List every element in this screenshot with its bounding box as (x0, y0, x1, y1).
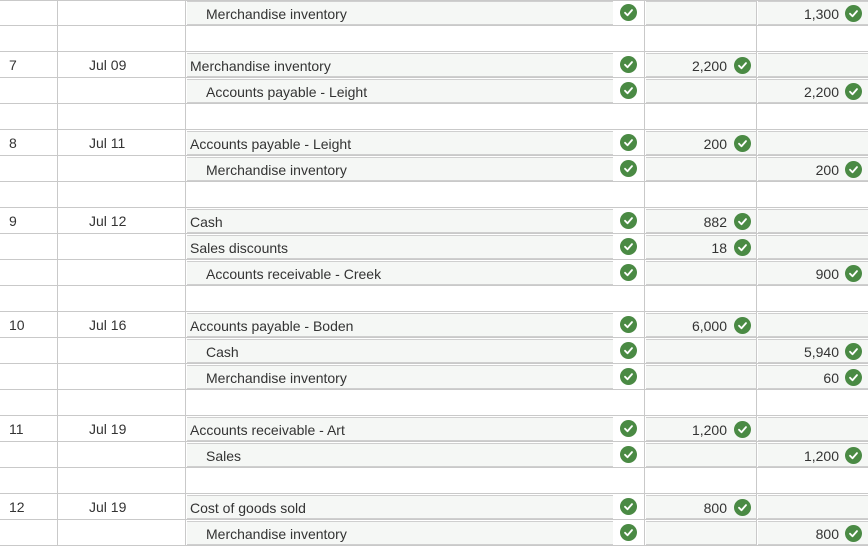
account-field[interactable] (187, 1, 613, 25)
credit-field[interactable] (758, 313, 868, 337)
debit-amount: 882 (703, 214, 727, 230)
cred-cell (757, 312, 868, 338)
account-name: Merchandise inventory (206, 6, 347, 22)
correct-check-icon (734, 57, 751, 74)
correct-check-icon (845, 369, 862, 386)
date-cell (58, 390, 186, 416)
date-cell (58, 338, 186, 364)
account-name: Accounts payable - Leight (190, 136, 352, 152)
acct-cell (186, 338, 645, 364)
account-name: Cash (190, 214, 223, 230)
journal-row (0, 416, 868, 442)
correct-check-icon (734, 239, 751, 256)
blank-row (0, 390, 868, 416)
correct-check-icon (845, 5, 862, 22)
acct-cell (186, 286, 645, 312)
blank-row (0, 26, 868, 52)
credit-field[interactable] (758, 339, 868, 363)
cred-cell (757, 338, 868, 364)
credit-field[interactable] (758, 417, 868, 441)
num-cell (0, 0, 58, 26)
credit-field[interactable] (758, 261, 868, 285)
date-cell (58, 286, 186, 312)
blank-row (0, 286, 868, 312)
cred-cell (757, 104, 868, 130)
deb-cell (645, 156, 757, 182)
num-cell (0, 364, 58, 390)
credit-amount: 200 (815, 162, 839, 178)
transaction-date: Jul 12 (89, 213, 127, 229)
account-field[interactable] (187, 495, 613, 519)
cred-cell (757, 260, 868, 286)
deb-cell (645, 52, 757, 78)
debit-field[interactable] (646, 443, 756, 467)
date-cell (58, 78, 186, 104)
debit-field[interactable] (646, 495, 756, 519)
transaction-number: 9 (9, 213, 17, 229)
journal-row (0, 260, 868, 286)
correct-check-icon (620, 4, 637, 21)
account-field[interactable] (187, 443, 613, 467)
deb-cell (645, 312, 757, 338)
credit-field[interactable] (758, 443, 868, 467)
date-cell (58, 416, 186, 442)
acct-cell (186, 0, 645, 26)
acct-cell (186, 312, 645, 338)
credit-field[interactable] (758, 521, 868, 545)
account-name: Accounts payable - Boden (190, 318, 354, 334)
journal-row (0, 442, 868, 468)
transaction-number: 10 (9, 317, 25, 333)
transaction-date: Jul 11 (89, 135, 126, 151)
date-cell (58, 26, 186, 52)
cred-cell (757, 390, 868, 416)
deb-cell (645, 338, 757, 364)
correct-check-icon (620, 342, 637, 359)
num-cell (0, 312, 58, 338)
account-name: Accounts receivable - Creek (206, 266, 382, 282)
date-cell (58, 182, 186, 208)
num-cell (0, 260, 58, 286)
journal-row (0, 130, 868, 156)
acct-cell (186, 130, 645, 156)
correct-check-icon (620, 420, 637, 437)
debit-field[interactable] (646, 313, 756, 337)
transaction-date: Jul 19 (89, 499, 127, 515)
debit-amount: 18 (711, 240, 727, 256)
acct-cell (186, 104, 645, 130)
num-cell (0, 156, 58, 182)
account-name: Cost of goods sold (190, 500, 306, 516)
cred-cell (757, 494, 868, 520)
debit-field[interactable] (646, 209, 756, 233)
deb-cell (645, 520, 757, 546)
correct-check-icon (845, 83, 862, 100)
credit-amount: 800 (815, 526, 839, 542)
num-cell (0, 494, 58, 520)
correct-check-icon (620, 212, 637, 229)
deb-cell (645, 468, 757, 494)
correct-check-icon (845, 265, 862, 282)
debit-field[interactable] (646, 417, 756, 441)
account-field[interactable] (187, 235, 613, 259)
correct-check-icon (734, 499, 751, 516)
acct-cell (186, 156, 645, 182)
acct-cell (186, 390, 645, 416)
account-name: Cash (206, 344, 239, 360)
transaction-date: Jul 09 (89, 57, 127, 73)
account-field[interactable] (187, 209, 613, 233)
credit-field[interactable] (758, 79, 868, 103)
date-cell (58, 52, 186, 78)
debit-amount: 6,000 (691, 318, 727, 334)
deb-cell (645, 234, 757, 260)
correct-check-icon (845, 161, 862, 178)
account-field[interactable] (187, 521, 613, 545)
num-cell (0, 468, 58, 494)
account-field[interactable] (187, 365, 613, 389)
correct-check-icon (620, 56, 637, 73)
deb-cell (645, 26, 757, 52)
account-field[interactable] (187, 131, 613, 155)
correct-check-icon (620, 238, 637, 255)
deb-cell (645, 364, 757, 390)
cred-cell (757, 130, 868, 156)
account-name: Accounts receivable - Art (190, 422, 345, 438)
debit-field[interactable] (646, 131, 756, 155)
num-cell (0, 104, 58, 130)
acct-cell (186, 416, 645, 442)
acct-cell (186, 26, 645, 52)
transaction-number: 12 (9, 499, 25, 515)
date-cell (58, 312, 186, 338)
date-cell (58, 234, 186, 260)
journal-row (0, 494, 868, 520)
journal-row (0, 364, 868, 390)
correct-check-icon (620, 524, 637, 541)
correct-check-icon (845, 525, 862, 542)
correct-check-icon (734, 213, 751, 230)
credit-field[interactable] (758, 157, 868, 181)
num-cell (0, 416, 58, 442)
account-name: Merchandise inventory (190, 58, 331, 74)
account-name: Sales discounts (190, 240, 289, 256)
cred-cell (757, 442, 868, 468)
credit-amount: 900 (815, 266, 839, 282)
correct-check-icon (620, 498, 637, 515)
date-cell (58, 468, 186, 494)
date-cell (58, 364, 186, 390)
date-cell (58, 156, 186, 182)
date-cell (58, 130, 186, 156)
journal-row (0, 208, 868, 234)
account-field[interactable] (187, 53, 613, 77)
cred-cell (757, 364, 868, 390)
blank-row (0, 468, 868, 494)
deb-cell (645, 286, 757, 312)
correct-check-icon (620, 160, 637, 177)
date-cell (58, 494, 186, 520)
cred-cell (757, 208, 868, 234)
account-name: Merchandise inventory (206, 162, 347, 178)
num-cell (0, 338, 58, 364)
debit-field[interactable] (646, 235, 756, 259)
num-cell (0, 390, 58, 416)
credit-field[interactable] (758, 53, 868, 77)
debit-field[interactable] (646, 261, 756, 285)
journal-row (0, 520, 868, 546)
cred-cell (757, 52, 868, 78)
debit-field[interactable] (646, 53, 756, 77)
credit-amount: 60 (823, 370, 839, 386)
correct-check-icon (620, 368, 637, 385)
debit-field[interactable] (646, 365, 756, 389)
credit-amount: 1,300 (803, 6, 839, 22)
num-cell (0, 78, 58, 104)
debit-amount: 800 (703, 500, 727, 516)
account-field[interactable] (187, 417, 613, 441)
credit-amount: 1,200 (803, 448, 839, 464)
correct-check-icon (620, 316, 637, 333)
deb-cell (645, 130, 757, 156)
cred-cell (757, 26, 868, 52)
account-name: Merchandise inventory (206, 526, 347, 542)
correct-check-icon (734, 135, 751, 152)
deb-cell (645, 494, 757, 520)
account-field[interactable] (187, 313, 613, 337)
acct-cell (186, 442, 645, 468)
credit-field[interactable] (758, 365, 868, 389)
debit-field[interactable] (646, 79, 756, 103)
deb-cell (645, 208, 757, 234)
debit-amount: 200 (703, 136, 727, 152)
correct-check-icon (620, 264, 637, 281)
deb-cell (645, 416, 757, 442)
date-cell (58, 260, 186, 286)
account-field[interactable] (187, 79, 613, 103)
num-cell (0, 182, 58, 208)
account-name: Accounts payable - Leight (206, 84, 368, 100)
correct-check-icon (845, 447, 862, 464)
acct-cell (186, 494, 645, 520)
date-cell (58, 442, 186, 468)
debit-field[interactable] (646, 521, 756, 545)
transaction-date: Jul 16 (89, 317, 127, 333)
num-cell (0, 286, 58, 312)
debit-amount: 2,200 (691, 58, 727, 74)
journal-row (0, 338, 868, 364)
correct-check-icon (734, 317, 751, 334)
correct-check-icon (620, 82, 637, 99)
deb-cell (645, 390, 757, 416)
date-cell (58, 520, 186, 546)
deb-cell (645, 182, 757, 208)
num-cell (0, 52, 58, 78)
transaction-date: Jul 19 (89, 421, 127, 437)
journal-row (0, 312, 868, 338)
cred-cell (757, 78, 868, 104)
date-cell (58, 104, 186, 130)
correct-check-icon (620, 446, 637, 463)
date-cell (58, 0, 186, 26)
deb-cell (645, 104, 757, 130)
debit-field[interactable] (646, 339, 756, 363)
num-cell (0, 234, 58, 260)
cred-cell (757, 182, 868, 208)
correct-check-icon (620, 134, 637, 151)
transaction-number: 7 (9, 57, 17, 73)
credit-field[interactable] (758, 209, 868, 233)
cred-cell (757, 0, 868, 26)
account-name: Merchandise inventory (206, 370, 347, 386)
credit-field[interactable] (758, 495, 868, 519)
journal-row (0, 52, 868, 78)
deb-cell (645, 260, 757, 286)
acct-cell (186, 234, 645, 260)
acct-cell (186, 260, 645, 286)
deb-cell (645, 78, 757, 104)
cred-cell (757, 468, 868, 494)
acct-cell (186, 208, 645, 234)
credit-amount: 5,940 (803, 344, 839, 360)
cred-cell (757, 156, 868, 182)
num-cell (0, 442, 58, 468)
acct-cell (186, 182, 645, 208)
cred-cell (757, 416, 868, 442)
blank-row (0, 182, 868, 208)
credit-field[interactable] (758, 1, 868, 25)
cred-cell (757, 234, 868, 260)
deb-cell (645, 442, 757, 468)
correct-check-icon (734, 421, 751, 438)
journal-row (0, 78, 868, 104)
credit-amount: 2,200 (803, 84, 839, 100)
account-field[interactable] (187, 261, 613, 285)
credit-field[interactable] (758, 131, 868, 155)
acct-cell (186, 468, 645, 494)
acct-cell (186, 52, 645, 78)
journal-row (0, 156, 868, 182)
debit-field[interactable] (646, 1, 756, 25)
acct-cell (186, 520, 645, 546)
deb-cell (645, 0, 757, 26)
num-cell (0, 208, 58, 234)
num-cell (0, 26, 58, 52)
cred-cell (757, 520, 868, 546)
account-field[interactable] (187, 157, 613, 181)
cred-cell (757, 286, 868, 312)
account-field[interactable] (187, 339, 613, 363)
debit-amount: 1,200 (691, 422, 727, 438)
transaction-number: 8 (9, 135, 17, 151)
account-name: Sales (206, 448, 242, 464)
num-cell (0, 130, 58, 156)
credit-field[interactable] (758, 235, 868, 259)
debit-field[interactable] (646, 157, 756, 181)
correct-check-icon (845, 343, 862, 360)
journal-row (0, 0, 868, 26)
acct-cell (186, 364, 645, 390)
journal-row (0, 234, 868, 260)
transaction-number: 11 (9, 421, 24, 437)
num-cell (0, 520, 58, 546)
date-cell (58, 208, 186, 234)
blank-row (0, 104, 868, 130)
acct-cell (186, 78, 645, 104)
